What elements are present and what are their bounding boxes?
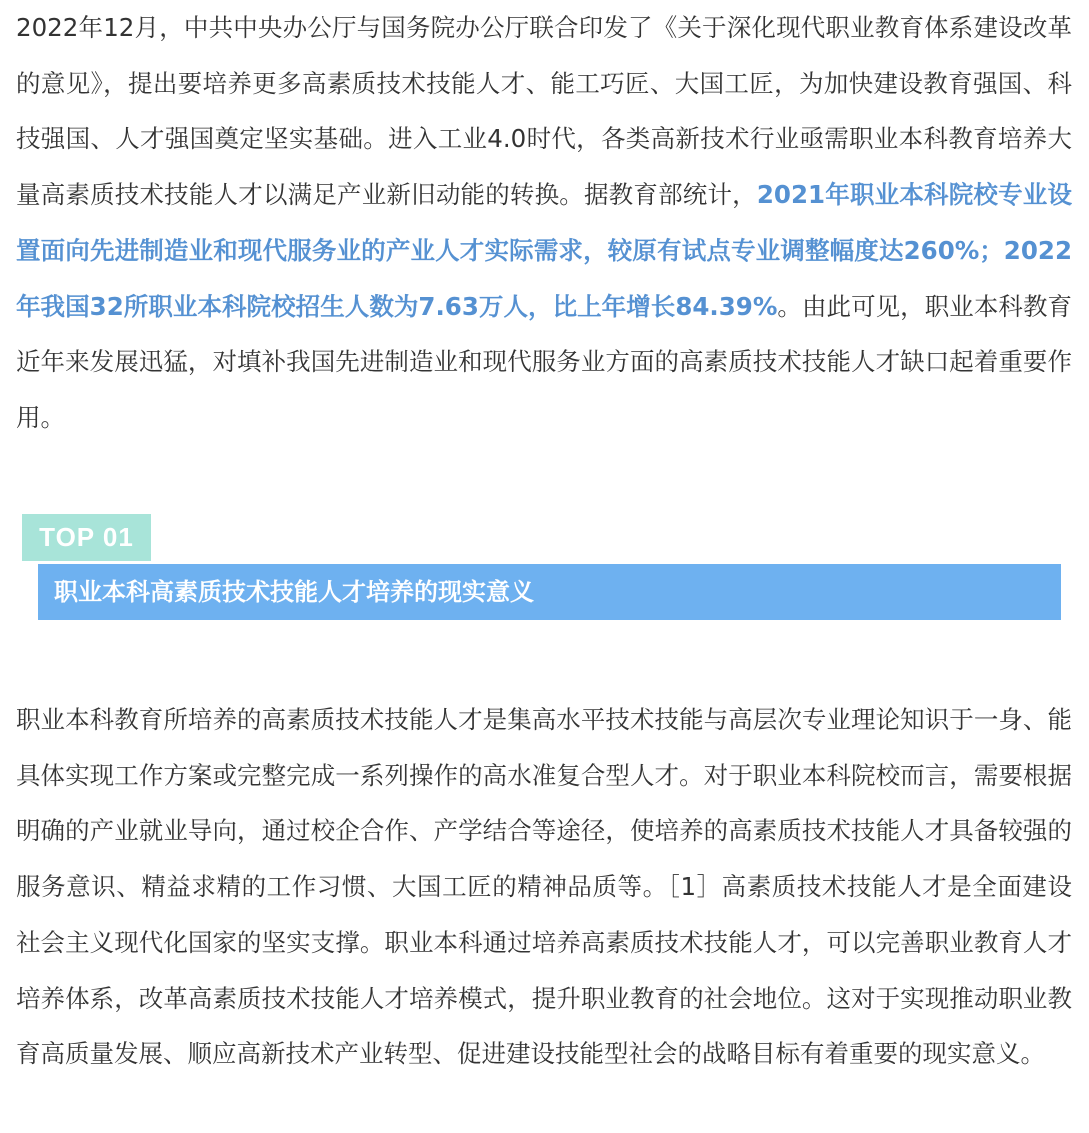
section-title-banner: 职业本科高素质技术技能人才培养的现实意义	[38, 564, 1061, 620]
intro-paragraph	[16, 0, 1072, 446]
section-body-paragraph: 职业本科教育所培养的高素质技术技能人才是集高水平技术技能与高层次专业理论知识于一身、能具体实现工作方案或完整完成一系列操作的高水准复合型人才。对于职业本科院校而言，需要根据明确的产业就业导向，通过校企合作、产学结合等途径，使培养的高素质技术技能人才具备较强的服务意识、精益求精的工作习惯、大国工匠的精神品质等。［1］高素质技术技能人才是全面建设社会主义现代化国家的坚实支撑。职业本科通过培养高素质技术技能人才，可以完善职业教育人才培养体系，改革高素质技术技能人才培养模式，提升职业教育的社会地位。这对于实现推动职业教育高质量发展、顺应高新技术产业转型、促进建设技能型社会的战略目标有着重要的现实意义。	[16, 705, 1072, 1069]
intro-text-start: 2022年12月，中共中央办公厅与国务院办公厅联合印发了《关于深化现代职业教育体系建设改革的意见》，提出要培养更多高素质技术技能人才、能工巧匠、大国工匠，为加快建设教育强国、科技强国、人才强国奠定坚实基础。进入工业4.0时代，各类高新技术行业亟需职业本科教育培养大量高素质技术技能人才以满足产业新旧动能的转换。据教育部统计，	[16, 13, 1072, 210]
intro-highlight-statistics: 2021年职业本科院校专业设置面向先进制造业和现代服务业的产业人才实际需求，较原有试点专业调整幅度达260%；2022年我国32所职业本科院校招生人数为7.63万人，比上年增长84.39%	[16, 180, 1072, 321]
intro-text-end: 。由此可见，职业本科教育近年来发展迅猛，对填补我国先进制造业和现代服务业方面的高素质技术技能人才缺口起着重要作用。	[16, 291, 1072, 432]
section-number-tag: TOP 01	[22, 514, 151, 561]
